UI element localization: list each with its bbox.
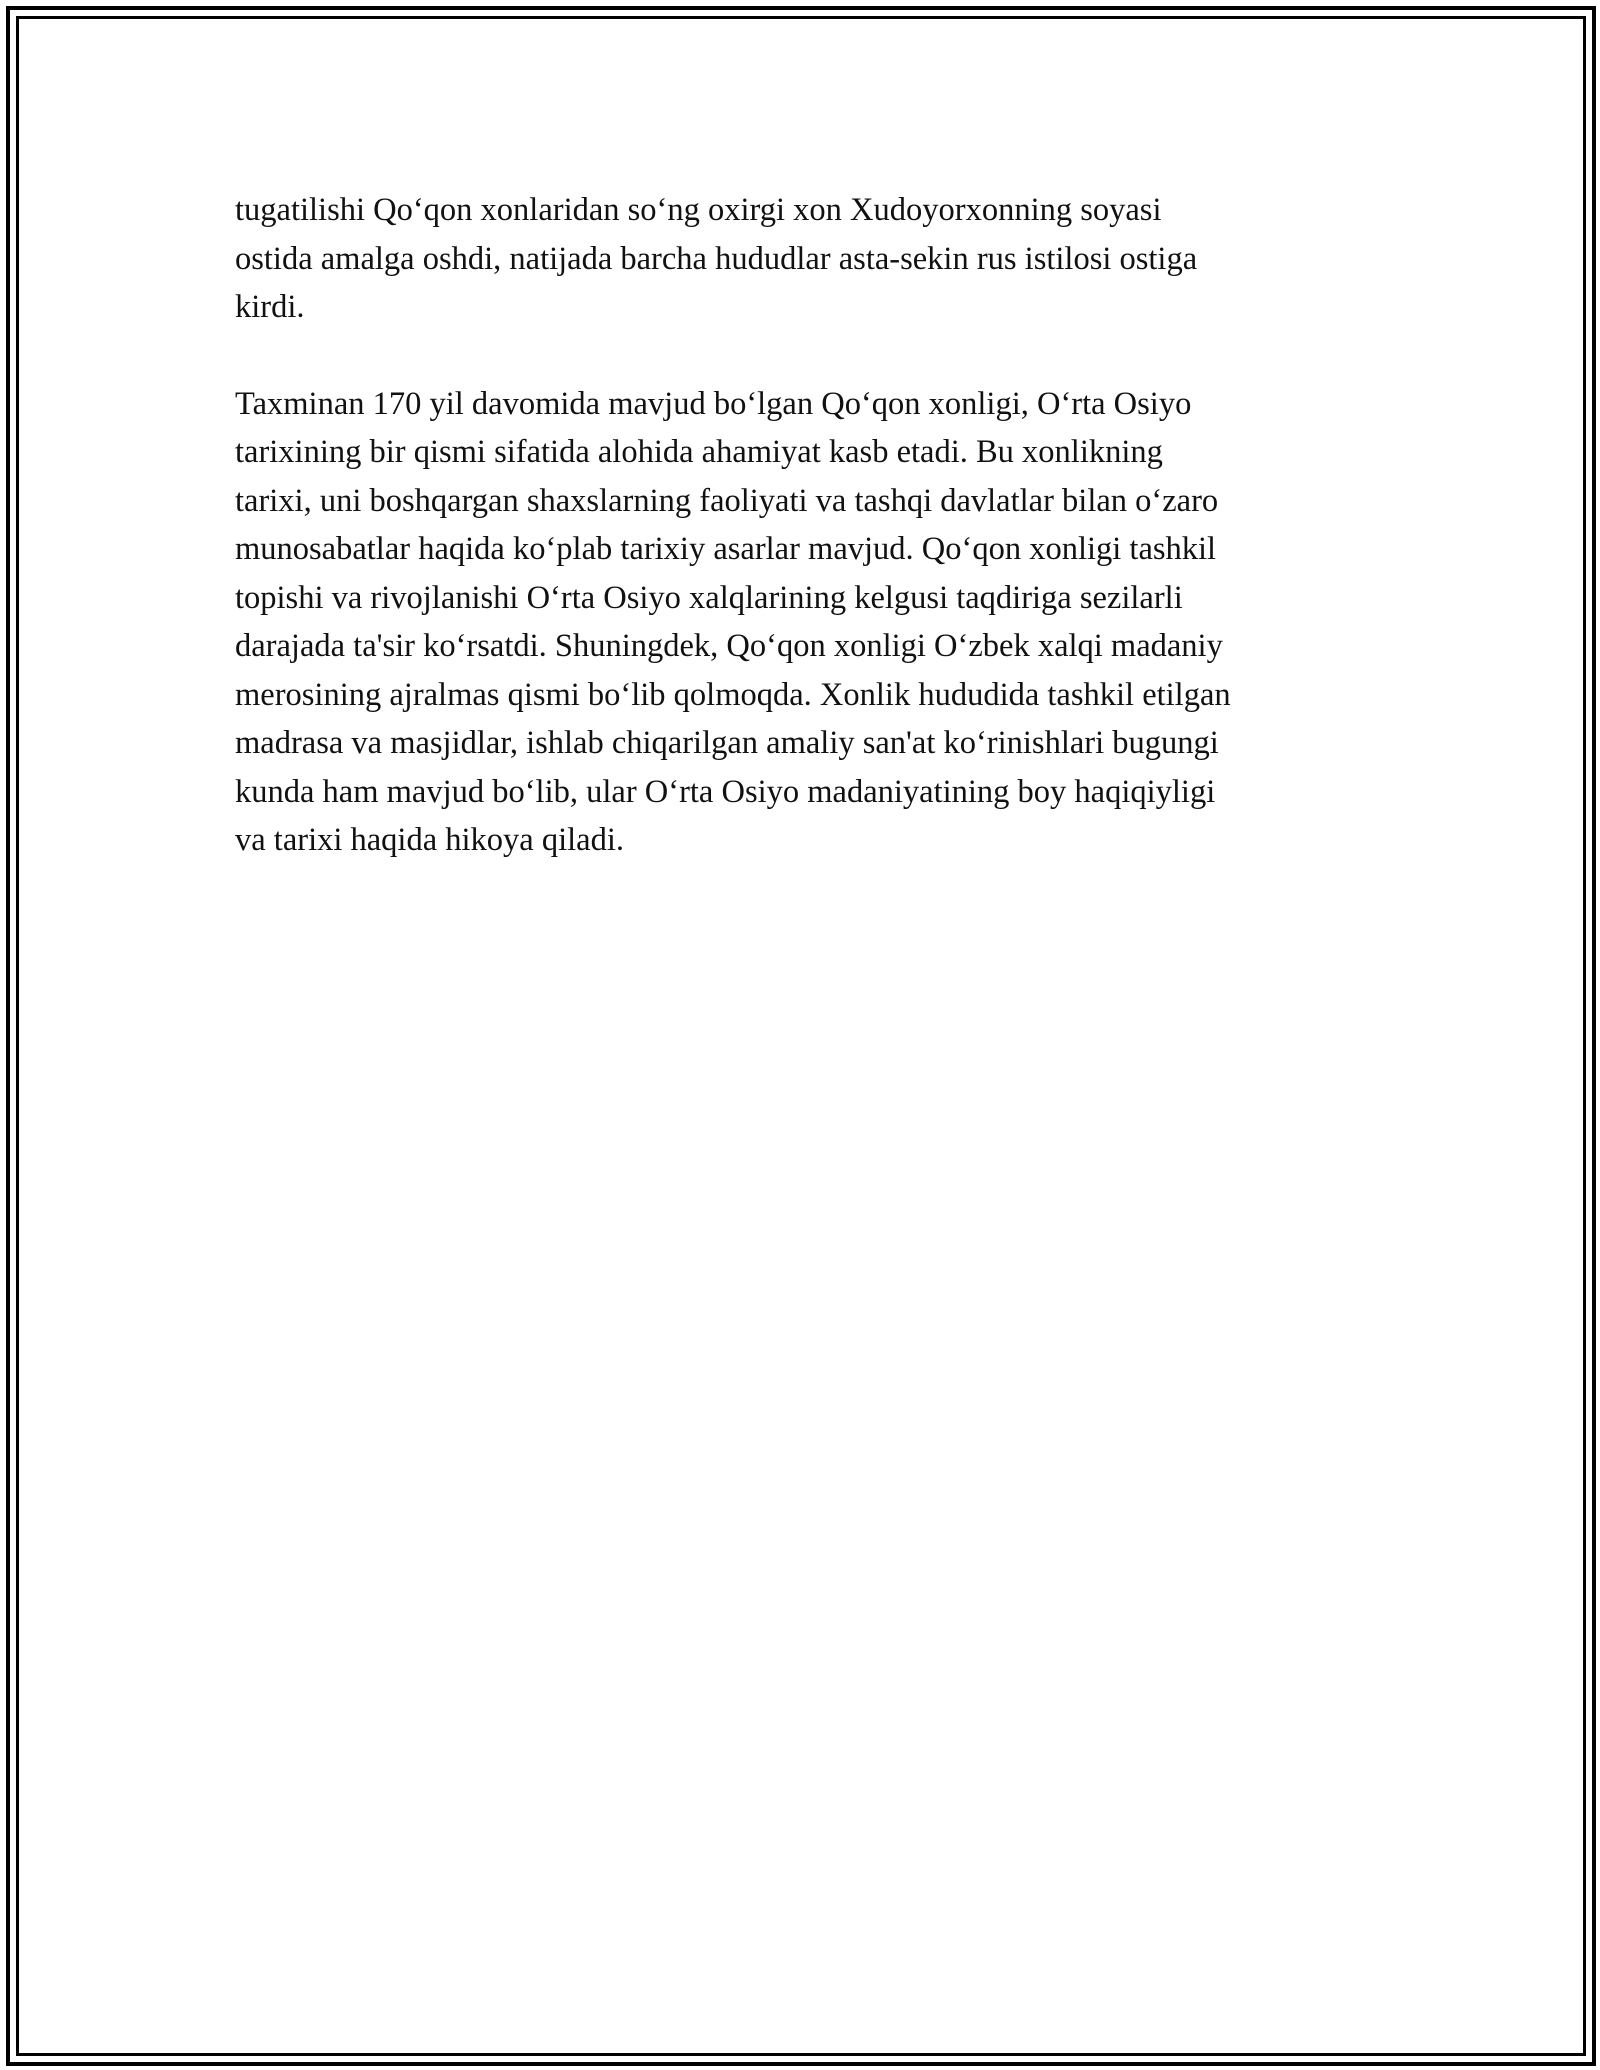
text-line: madrasa va masjidlar, ishlab chiqarilgan amaliy san'at ko‘rinishlari bugungi: [235, 725, 1219, 761]
text-line: darajada ta'sir ko‘rsatdi. Shuningdek, Qo‘qon xonligi O‘zbek xalqi madaniy: [235, 628, 1223, 664]
paragraph-1: [235, 186, 1375, 332]
text-line: tugatilishi Qo‘qon xonlaridan so‘ng oxirgi xon Xudoyorxonning soyasi: [235, 192, 1162, 228]
text-line: va tarixi haqida hikoya qiladi.: [235, 822, 624, 858]
paragraph-2: [235, 380, 1375, 865]
text-line: ostida amalga oshdi, natijada barcha hududlar asta-sekin rus istilosi ostiga: [235, 240, 1198, 277]
text-line: munosabatlar haqida ko‘plab tarixiy asarlar mavjud. Qo‘qon xonligi tashkil: [235, 531, 1217, 567]
text-line: tarixi, uni boshqargan shaxslarning faoliyati va tashqi davlatlar bilan o‘zaro: [235, 482, 1219, 519]
text-line: kunda ham mavjud bo‘lib, ular O‘rta Osiyo madaniyatining boy haqiqiyligi: [235, 773, 1216, 810]
text-line: kirdi.: [235, 289, 305, 325]
text-line: topishi va rivojlanishi O‘rta Osiyo xalqlarining kelgusi taqdiriga sezilarli: [235, 579, 1183, 616]
text-line: tarixining bir qismi sifatida alohida ahamiyat kasb etadi. Bu xonlikning: [235, 434, 1163, 470]
document-body: [235, 186, 1375, 865]
text-line: Taxminan 170 yil davomida mavjud bo‘lgan Qo‘qon xonligi, O‘rta Osiyo: [235, 385, 1192, 422]
text-line: merosining ajralmas qismi bo‘lib qolmoqda. Xonlik hududida tashkil etilgan: [235, 676, 1231, 713]
